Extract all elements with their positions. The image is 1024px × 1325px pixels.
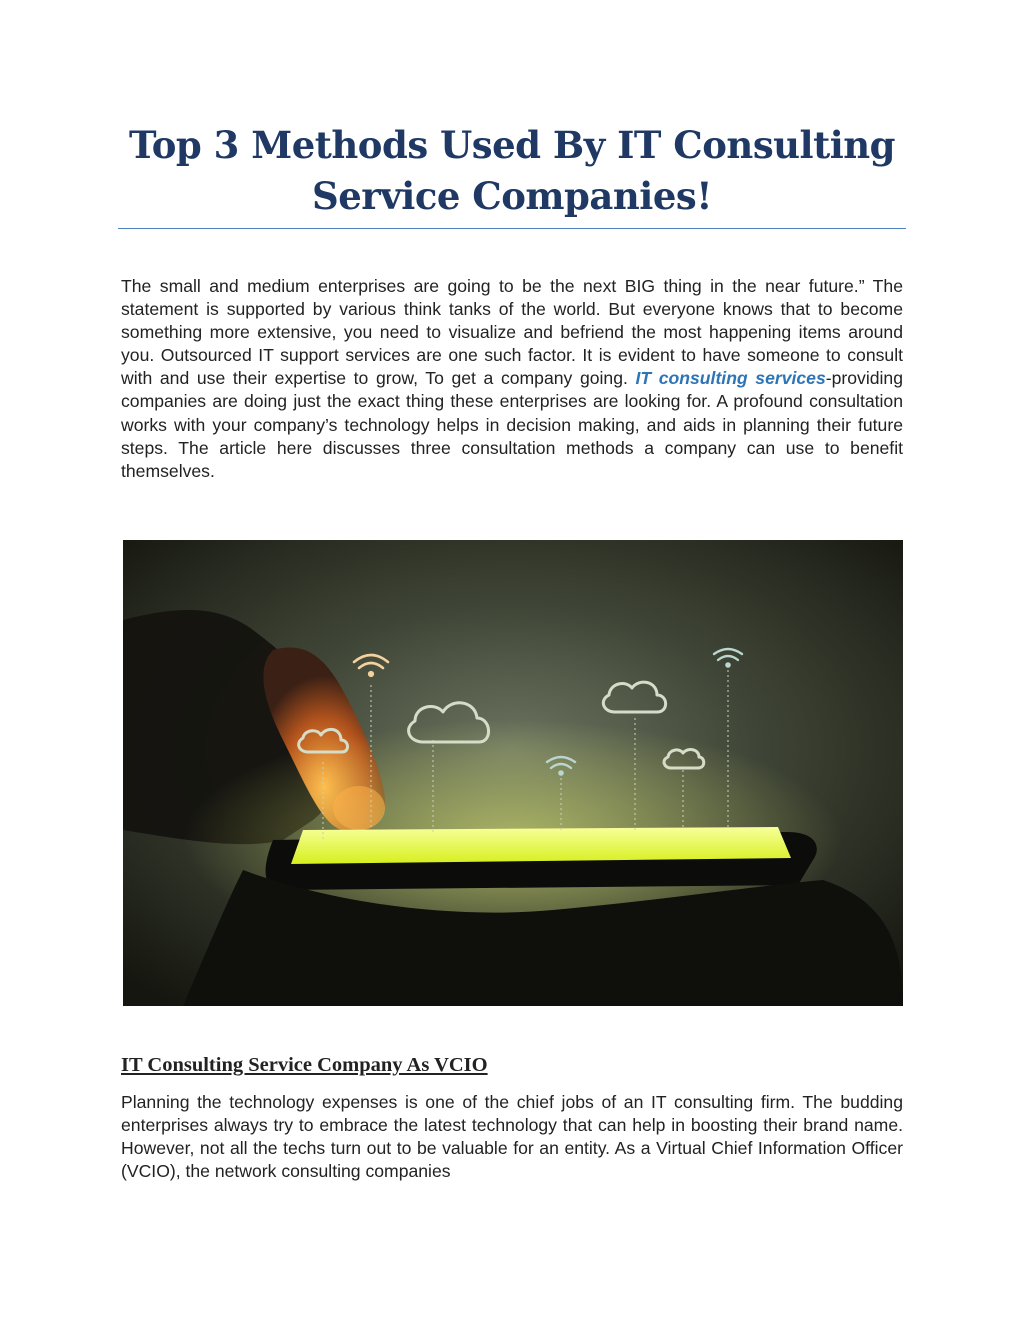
page-title: Top 3 Methods Used By IT Consulting Service Companies! <box>128 123 896 218</box>
intro-text-start: The small and medium enterprises are going to be the next BIG thing in the near future.” The statement is supported by various think tanks of the world. But everyone knows that to become something more extensive, you need to visualize and befriend the most happening items around you. Outsourced IT support services are one such factor. It is evident to have someone to consult with and use their expertise to grow, To get a company going. <box>121 276 903 389</box>
intro-text-end: -providing companies are doing just the exact thing these enterprises are looking for. A profound consultation works with your company’s technology helps in decision making, and aids in planning their future steps. The article here discusses three consultation methods a company can use to benefit themselves. <box>121 368 904 481</box>
section-heading-vcio: IT Consulting Service Company As VCIO <box>121 1054 488 1076</box>
it-consulting-services-link[interactable]: IT consulting services <box>635 368 826 389</box>
intro-paragraph <box>121 275 903 483</box>
title-divider <box>118 228 906 229</box>
hero-image <box>123 540 903 1006</box>
vcio-paragraph: Planning the technology expenses is one of the chief jobs of an IT consulting firm. The budding enterprises always try to embrace the latest technology that can help in boosting their brand name. However, not all the techs turn out to be valuable for an entity. As a Virtual Chief Information Officer (VCIO), the network consulting companies <box>121 1092 903 1182</box>
